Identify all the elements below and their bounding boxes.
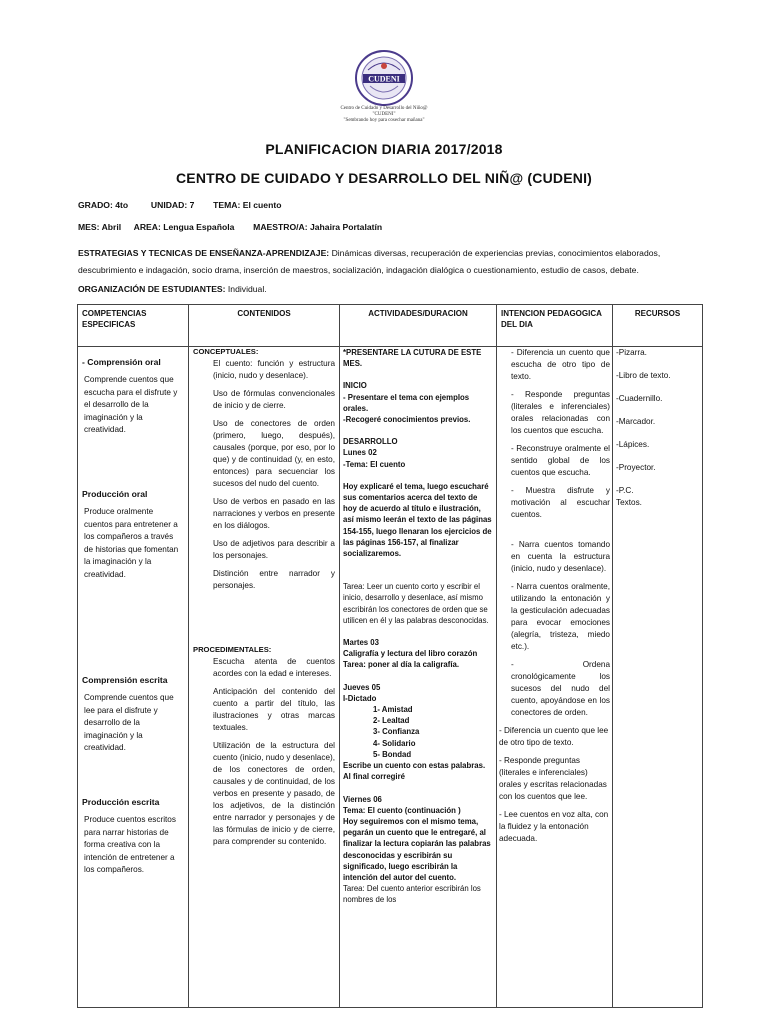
cell-competencias <box>78 347 189 1008</box>
recurso-item: -Lápices. <box>616 440 650 449</box>
page-subtitle: CENTRO DE CUIDADO Y DESARROLLO DEL NIÑ@ (CUDENI) <box>175 170 593 186</box>
header-recursos: RECURSOS <box>613 305 703 347</box>
contenido-item: Uso de verbos en pasado en las narraciones y verbos en presente en los diálogos. <box>213 497 335 530</box>
logo-caption: Centro de Cuidado y Desarrollo del Niño@ "CUDENI" "Sembrando hoy para cosechar mañana" <box>340 106 428 123</box>
contenido-item: Utilización de la estructura del cuento (inicio, nudo y desenlace), de los conectores de orden, causales y de continuidad, de los verbos en presente y pasado, de los adjetivos, de la distinción entre narrador y personajes y de las fórmulas de inicio y de cierre, para comprender su contenido. <box>213 741 335 846</box>
dictado-word: 3- Confianza <box>373 727 420 737</box>
viernes-label: Viernes 06 <box>343 794 382 804</box>
competencia-item: Producción escrita Produce cuentos escritos para narrar historias de forma creativa con la intención de entretener a los compañeros. <box>82 797 176 875</box>
competencia-item: Producción oral Produce oralmente cuentos para entretener a los compañeros a través de historias que fomentan la imaginación y la creatividad. <box>82 489 179 579</box>
intencion-item: - Narra cuentos tomando en cuenta la estructura (inicio, nudo y desenlace). <box>511 540 610 573</box>
intencion-item: - Muestra disfrute y motivación al escuchar cuentos. <box>511 486 610 519</box>
procedimentales-label: PROCEDIMENTALES: <box>193 645 272 654</box>
recurso-item: -Marcador. <box>616 417 656 426</box>
organizacion-line: ORGANIZACIÓN DE ESTUDIANTES: Individual. <box>78 284 267 294</box>
contenido-item: Anticipación del contenido del cuento a partir del título, las ilustraciones y otras marcas textuales. <box>213 687 335 732</box>
header-intencion: INTENCION PEDAGOGICA DEL DIA <box>497 305 613 347</box>
intencion-item: - Narra cuentos oralmente, utilizando la entonación y la gesticulación adecuadas para evocar emociones (alegría, tristeza, miedo etc.). <box>511 582 610 651</box>
recurso-item: Textos. <box>616 498 642 507</box>
header-competencias: COMPETENCIAS ESPECIFICAS <box>78 305 189 347</box>
page-title: PLANIFICACION DIARIA 2017/2018 <box>265 141 503 157</box>
contenido-item: Escucha atenta de cuentos acordes con la edad e intereses. <box>213 657 335 678</box>
dictado-word: 1- Amistad <box>373 705 413 715</box>
dictado-word: 5- Bondad <box>373 749 412 759</box>
recurso-item: -Cuadernillo. <box>616 394 663 403</box>
contenido-item: El cuento: función y estructura (inicio, nudo y desenlace). <box>213 359 335 380</box>
dictado-word: 2- Lealtad <box>373 716 410 726</box>
intencion-item: - Lee cuentos en voz alta, con la fluidez y la entonación adecuada. <box>499 810 609 843</box>
intencion-item: - Responde preguntas (literales e inferenciales) orales y escritas relacionadas con los cuentos que lee. <box>499 756 607 801</box>
actividad-intro: *PRESENTARE LA CUTURA DE ESTE MES. <box>343 348 482 369</box>
intencion-item: - Diferencia un cuento que lee de otro tipo de texto. <box>499 726 609 747</box>
competencia-item: Comprensión escrita Comprende cuentos que lee para el disfrute y desarrollo de la imaginación y la creatividad. <box>82 675 174 753</box>
conceptuales-label: CONCEPTUALES: <box>193 347 259 356</box>
intencion-item: - Ordena cronológicamente los sucesos del nudo del cuento, apoyándose en los conectores de orden. <box>511 660 610 717</box>
table-header-row <box>78 305 703 347</box>
logo-emblem-icon <box>334 48 434 110</box>
logo-text: CUDENI <box>368 74 400 84</box>
table-body-row <box>78 347 703 1008</box>
dictado-word: 4- Solidario <box>373 738 416 748</box>
cell-actividades: *PRESENTARE LA CUTURA DE ESTE MES. INICIO - Presentare el tema con ejemplos orales. -Recogeré conocimientos previos. DESARROLLO Lunes 02 -Tema: El cuento Hoy explicaré el tema, luego escucharé sus comentarios acerca del texto de hoy de acuerdo al título e ilustración, así mismo leerán el texto de las páginas 154-155, luego llenaran los ejercicios de las páginas 156-157, al finalizar socializaremos. Tarea: Leer un cuento corto y escribir el inicio, desarrollo y desenlace, así mismo escribirán los conectores de orden que se utilicen en él y las palabras desconocidas. Martes 03 Caligrafía y lectura del libro corazón Tarea: poner al día la caligrafía. Jueves 05 I-Dictado 1- Amistad 2- Lealtad 3- Confianza 4- Solidario 5- Bondad Escribe un cuento con estas palabras. Al final corregiré Viernes 06 Tema: El cuento (continuación ) Hoy seguiremos con el mismo tema, pegarán un cuento que le entregaré, al finalizar la lectura copiarán las palabras desconocidas y escribirán su significado, luego escribirán la intención del autor del cuento. Tarea: Del cuento anterior escribirán los nombres de los <box>340 347 497 1008</box>
cell-intencion <box>497 347 613 1008</box>
cell-recursos <box>613 347 703 1008</box>
contenido-item: Uso de fórmulas convencionales de inicio y de cierre. <box>213 389 335 410</box>
contenido-item: Uso de adjetivos para describir a los personajes. <box>213 539 335 560</box>
martes-label: Martes 03 <box>343 638 379 648</box>
recurso-item: -Libro de texto. <box>616 371 671 380</box>
intencion-item: - Reconstruye oralmente el sentido global de los cuentos que escucha. <box>511 444 610 477</box>
intencion-item: - Diferencia un cuento que escucha de otro tipo de texto. <box>511 348 610 381</box>
recurso-item: -P.C. <box>616 486 634 495</box>
estrategias-paragraph: ESTRATEGIAS Y TECNICAS DE ENSEÑANZA-APRENDIZAJE: Dinámicas diversas, recuperación de experiencias previas, conocimientos elaborados, descubrimiento e indagación, socio drama, inserción de maestros, socialización, indagación dialógica o cuestionamiento, estudio de casos, debate. <box>78 248 661 275</box>
planning-table <box>77 304 703 1008</box>
header-contenidos: CONTENIDOS <box>189 305 340 347</box>
contenido-item: Uso de conectores de orden (primero, luego, después), causales (porque, por eso, por lo que) y de continuidad (y, en esto, entonces) para secuenciar los sucesos del nudo del cuento. <box>213 419 335 488</box>
recurso-item: -Pizarra. <box>616 348 647 357</box>
recurso-item: -Proyector. <box>616 463 656 472</box>
intencion-item: - Responde preguntas (literales e inferenciales) orales relacionadas con los cuentos que escucha. <box>511 390 610 435</box>
meta-mes-line: MES: Abril AREA: Lengua Española MAESTRO/A: Jahaira Portalatín <box>78 222 383 232</box>
competencia-item: - Comprensión oral Comprende cuentos que escucha para el disfrute y el desarrollo de la imaginación y la creatividad. <box>82 357 178 435</box>
inicio-label: INICIO <box>343 381 367 391</box>
lunes-label: Lunes 02 <box>343 448 377 458</box>
contenido-item: Distinción entre narrador y personajes. <box>213 569 335 590</box>
desarrollo-label: DESARROLLO <box>343 437 398 447</box>
cell-contenidos <box>189 347 340 1008</box>
meta-grado-line: GRADO: 4to UNIDAD: 7 TEMA: El cuento <box>78 200 282 210</box>
header-actividades: ACTIVIDADES/DURACION <box>340 305 497 347</box>
jueves-label: Jueves 05 <box>343 682 381 692</box>
